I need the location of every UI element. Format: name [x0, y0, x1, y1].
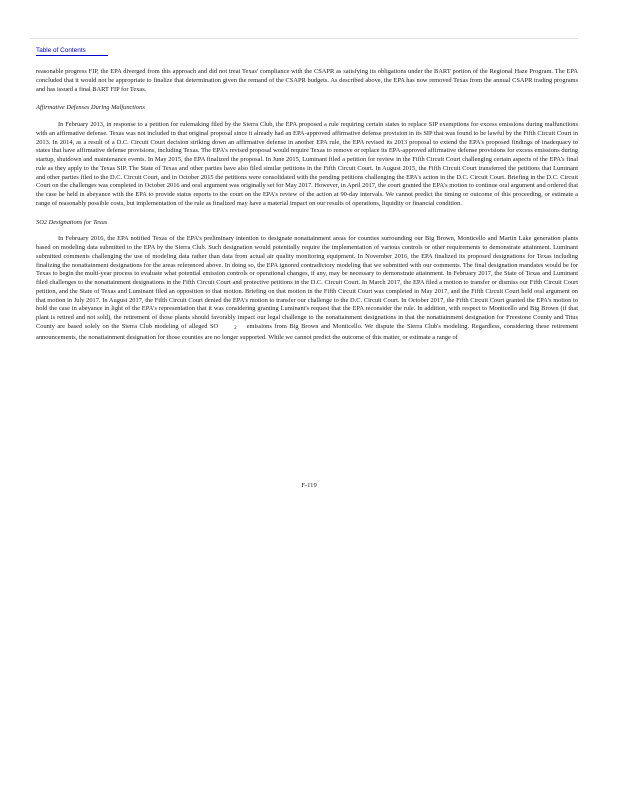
so2-paragraph-part1: In February 2016, the EPA notified Texas of the EPA's preliminary intention to designate nonattainment areas for counties surrounding our Big Brown, Monticello and Martin Lake generation plants based on modeling data submitted to the EPA by the Sierra Club. Such designation would potentially require the implementation of various controls or other requirements to demonstrate attainment. Luminant submitted comments challenging the use of modeling data rather than data from actual air quality monitoring equipment. In November 2016, the EPA finalized its proposed designations for Texas including finalizing the nonattainment designations for the areas referenced above. In doing so, the EPA ignored contradictory modeling that we submitted with our comments. The final designation mandates would be for Texas to begin the multi-year process to evaluate what potential emission controls or operational changes, if any, may be necessary to demonstrate attainment. In February 2017, the State of Texas and Luminant filed challenges to the nonattainment designations in the Fifth Circuit Court and protective petitions in the D.C. Circuit Court. In March 2017, the EPA filed a motion to transfer or dismiss our Fifth Circuit Court petition, and the State of Texas and Luminant filed an opposition to that motion. Briefing on that motion in the Fifth Circuit Court was completed in May 2017, and the Fifth Circuit Court held oral argument on that motion in July 2017. In August 2017, the Fifth Circuit Court denied the EPA's motion to transfer our challenge to the D.C. Circuit Court. In October 2017, the Fifth Circuit Court granted the EPA's motion to hold the case in abeyance in light of the EPA's representation that it was considering granting Luminant's request that the EPA reconsider the rule. In addition, with respect to Monticello and Big Brown (if that plant is retired and not sold), the retirement of those plants should favorably impact our legal challenge to the nonattainment designations in that the nonattainment designation for Freestone County and Titus County are based solely on the Sierra Club modeling of alleged SO: [36, 235, 578, 330]
page-number: F-119: [301, 482, 317, 489]
affirmative-defenses-heading: Affirmative Defenses During Malfunctions: [36, 104, 145, 112]
so2-designations-heading: SO2 Designations for Texas: [36, 218, 108, 226]
intro-paragraph: reasonable progress FIP, the EPA diverged from this approach and did not treat Texas' compliance with the CSAPR as satisfying its obligations under the BART portion of the Regional Haze Program. The EPA concluded that it would not be appropriate to finalize that determination given the remand of the CSAPR budgets. As described above, the EPA has now removed Texas from the annual CSAPR trading programs and has issued a final BART FIP for Texas.: [36, 68, 578, 93]
so2-designations-paragraph: [36, 235, 578, 343]
document-body: [36, 68, 578, 343]
so2-paragraph-part2: emissions from Big Brown and Monticello. We dispute the Sierra Club's modeling. Regardless, considering these retirement announcements, the nonattainment designation for those counties are no longer supported. While we cannot predict the outcome of this matter, or estimate a range of: [36, 322, 578, 341]
so2-subscript: 2: [234, 326, 237, 332]
top-divider: [30, 38, 578, 39]
table-of-contents-link[interactable]: Table of Contents: [36, 47, 108, 56]
affirmative-defenses-paragraph: In February 2013, in response to a petition for rulemaking filed by the Sierra Club, the EPA proposed a rule requiring certain states to replace SIP exemptions for excess emissions during malfunctions with an affirmative defense. Texas was not included in that original proposal since it already had an EPA-approved affirmative defense provision in its SIP that was found to be lawful by the Fifth Circuit Court in 2013. In 2014, as a result of a D.C. Circuit Court decision striking down an affirmative defense in another EPA rule, the EPA revised its 2013 proposal to extend the EPA's proposed findings of inadequacy to states that have affirmative defense provisions, including Texas. The EPA's revised proposal would require Texas to remove or replace its EPA-approved affirmative defense provisions for excess emissions during startup, shutdown and maintenance events. In May 2015, the EPA finalized the proposal. In June 2015, Luminant filed a petition for review in the Fifth Circuit Court challenging certain aspects of the EPA's final rule as they apply to the Texas SIP. The State of Texas and other parties have also filed similar petitions in the Fifth Circuit Court. In August 2015, the Fifth Circuit Court transferred the petitions that Luminant and other parties filed to the D.C. Circuit Court, and in October 2015 the petitions were consolidated with the pending petitions challenging the EPA's action in the D.C. Circuit Court. Briefing in the D.C. Circuit Court on the challenges was completed in October 2016 and oral argument was originally set for May 2017. However, in April 2017, the court granted the EPA's motion to continue oral argument and ordered that the case be held in abeyance with the EPA to provide status reports to the court on the EPA's review of the action at 90-day intervals. We cannot predict the timing or outcome of this proceeding, or estimate a range of reasonably possible costs, but implementation of the rule as finalized may have a material impact on our results of operations, liquidity or financial condition.: [36, 121, 578, 207]
